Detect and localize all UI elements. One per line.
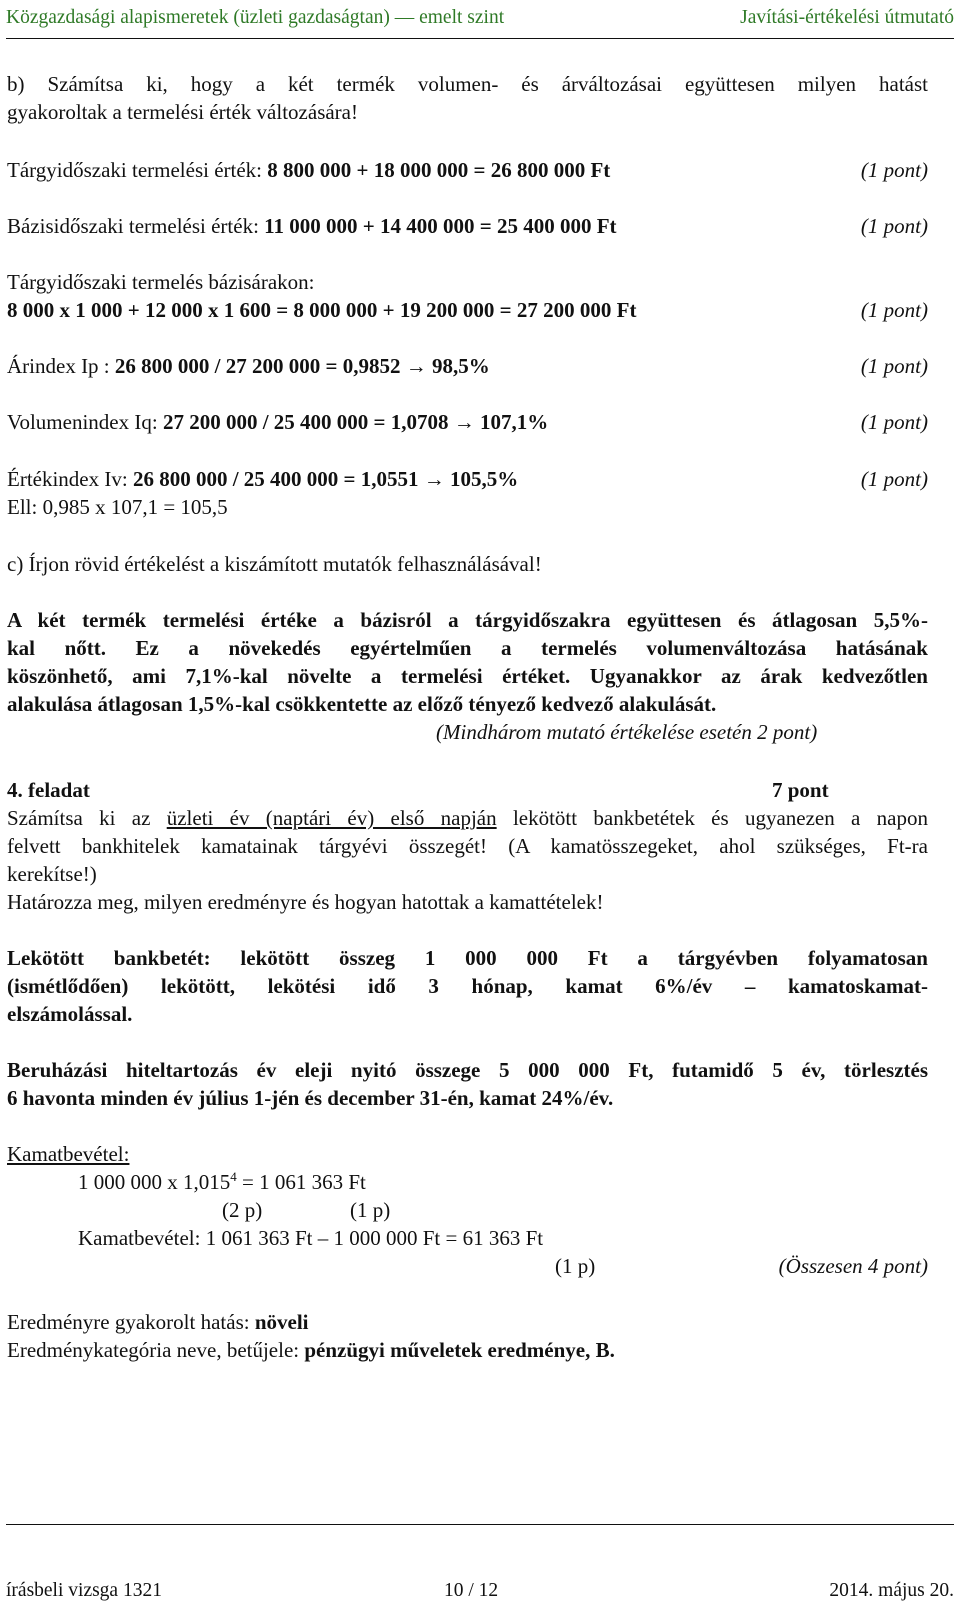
page-header [6,0,954,36]
answer-c-line1: A két termék termelési értéke a bázisról a tárgyidőszakra együttesen és átlagosan 5,5%- [7,608,928,632]
bazisar-label: Tárgyidőszaki termelés bázisárakon: [7,270,315,294]
bazis-ertek-row [7,214,928,239]
bazis-ertek: Bázisidőszaki termelési érték: 11 000 000 + 14 400 000 = 25 400 000 Ft [7,214,617,238]
calc1-point-b: (1 p) [350,1198,391,1222]
effect-line: Eredményre gyakorolt hatás: növeli [7,1310,309,1334]
bazisar-value: 8 000 x 1 000 + 12 000 x 1 600 = 8 000 000 + 19 200 000 = 27 200 000 Ft [7,298,637,322]
answer-c-score: (Mindhárom mutató értékelése esetén 2 pont) [436,720,818,744]
deposit-line3: elszámolással. [7,1002,133,1026]
point-label: (1 pont) [860,214,928,238]
arindex: Árindex Ip : 26 800 000 / 27 200 000 = 0,9852 → 98,5% [7,354,490,378]
task4-points: 7 pont [772,778,829,802]
total-score: (Összesen 4 pont) [778,1254,928,1278]
question-c: c) Írjon rövid értékelést a kiszámított mutatók felhasználásával! [7,552,542,576]
task4-question-line3: kerekítse!) [7,862,97,886]
header-title: Közgazdasági alapismeretek (üzleti gazdaságtan) — emelt szint [6,7,505,28]
footer-date: 2014. május 20. [829,1580,954,1601]
loan-line1: Beruházási hiteltartozás év eleji nyitó összege 5 000 000 Ft, futamidő 5 év, törlesztés [7,1058,928,1082]
point-label: (1 pont) [860,467,928,491]
answer-c-line4: alakulása átlagosan 1,5%-kal csökkentette az előző tényező kedvező alakulását. [7,692,717,716]
calc1-line: 1 000 000 x $1,015^4 = 1$ 061 363 Ft [78,1169,366,1194]
targy-ertek: Tárgyidőszaki termelési érték: 8 800 000 + 18 000 000 = 26 800 000 Ft [7,158,611,182]
footer-page-number: 10 / 12 [444,1580,499,1601]
question-b-line2: gyakoroltak a termelési érték változására! [7,100,358,124]
point-label: (1 pont) [860,410,928,434]
task4-question-line4: Határozza meg, milyen eredményre és hogyan hatottak a kamattételek! [7,890,604,914]
ertekindex: Értékindex Iv: 26 800 000 / 25 400 000 = 1,0551 → 105,5% [7,467,519,491]
arindex-row [7,354,928,379]
volumenindex-row [7,410,928,435]
calc2-line: Kamatbevétel: 1 061 363 Ft – 1 000 000 Ft = 61 363 Ft [78,1226,544,1250]
volumenindex: Volumenindex Iq: 27 200 000 / 25 400 000 = 1,0708 → 107,1% [7,410,549,434]
ertekindex-row [7,467,928,492]
calc1-point-a: (2 p) [222,1198,263,1222]
point-label: (1 pont) [860,158,928,182]
category-line: Eredménykategória neve, betűjele: pénzügyi műveletek eredménye, B. [7,1338,615,1362]
bazisar-row [7,298,928,323]
header-doc-type: Javítási-értékelési útmutató [740,7,954,28]
question-b-line1: b) Számítsa ki, hogy a két termék volumen- és árváltozásai együttesen milyen hatást [7,72,928,96]
check-line: Ell: 0,985 x 107,1 = 105,5 [7,495,228,519]
task4-question-line1: Számítsa ki az üzleti év (naptári év) első napján lekötött bankbetétek és ugyanezen a napon [7,806,929,830]
answer-c-line2: kal nőtt. Ez a növekedés egyértelműen a termelés volumenváltozása hatásának [7,636,928,660]
answer-c-line3: köszönhető, ami 7,1%-kal növelte a termelési értéket. Ugyanakkor az árak kedvezőtlen [7,664,928,688]
deposit-line1: Lekötött bankbetét: lekötött összeg 1 000 000 Ft a tárgyévben folyamatosan [7,946,928,970]
point-label: (1 pont) [860,298,928,322]
deposit-line2: (ismétlődően) lekötött, lekötési idő 3 hónap, kamat 6%/év – kamatoskamat- [7,974,928,998]
calc2-point: (1 p) [555,1254,596,1278]
footer-exam: írásbeli vizsga 1321 [6,1580,162,1601]
page-footer [6,1580,954,1610]
loan-line2: 6 havonta minden év július 1-jén és december 31-én, kamat 24%/év. [7,1086,614,1110]
kamatbevetel-label: Kamatbevétel: [7,1142,130,1166]
point-label: (1 pont) [860,354,928,378]
task4-question-line2: felvett bankhitelek kamatainak tárgyévi összegét! (A kamatösszegeket, ahol szükséges, Ft-ra [7,834,928,858]
task4-title: 4. feladat [7,778,90,802]
header-rule [6,38,954,39]
targy-ertek-row [7,158,928,183]
footer-rule [6,1524,954,1525]
